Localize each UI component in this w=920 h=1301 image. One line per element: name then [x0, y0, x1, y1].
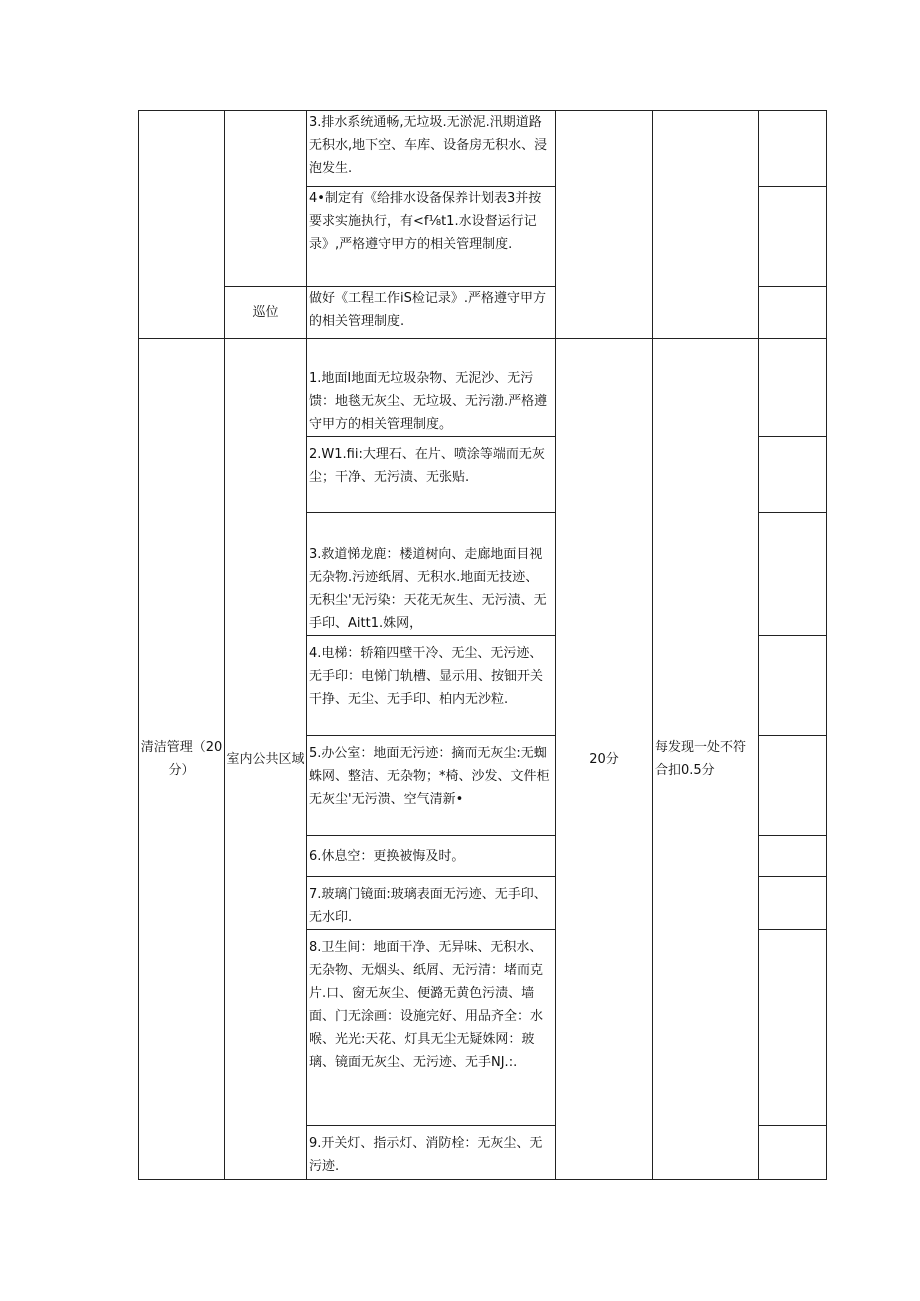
- standard-text-drainage-4: 4•制定有《给排水设备保养计划表3并按要求实施执行，有<f⅛t1.水设督运行记录》,严格遵守甲方的相关管理制度.: [307, 187, 556, 287]
- blank-result-cell: [759, 736, 827, 836]
- blank-result-cell: [759, 636, 827, 736]
- cleaning-item-7: 7.玻璃门镜面:玻璃表面无污迹、无手印、无水印.: [307, 877, 556, 930]
- blank-area-cell: [225, 111, 307, 287]
- cleaning-item-1: 1.地面I地面无垃圾杂物、无泥沙、无污馈：地毯无灰尘、无垃圾、无污渤.严格遵守甲方的相关管理制度。: [307, 339, 556, 437]
- blank-score-cell: [556, 111, 653, 339]
- blank-result-cell: [759, 1126, 827, 1180]
- cleaning-area: 室内公共区域: [225, 339, 307, 1180]
- blank-result-cell: [759, 111, 827, 187]
- blank-category-cell: [139, 111, 225, 339]
- blank-result-cell: [759, 877, 827, 930]
- cleaning-item-6: 6.休息空：更换被悔及时。: [307, 836, 556, 877]
- cleaning-item-3: 3.救道悌龙鹿：楼道树向、走廊地面目视无杂物.污迹纸屑、无积水.地面无技迹、无积尘'无污染：天花无灰生、无污渍、无手印、Aitt1.姝网，: [307, 513, 556, 636]
- blank-result-cell: [759, 287, 827, 339]
- standard-text-drainage-3: 3.排水系统通畅,无垃圾.无淤泥.汛期道路无积水,地下空、车库、设备房无积水、浸泡发生.: [307, 111, 556, 187]
- blank-result-cell: [759, 836, 827, 877]
- cleaning-item-5: 5.办公室：地面无污迹：摘而无灰尘:无蜘蛛网、整洁、无杂物；*椅、沙发、文件柜无灰尘'无污溃、空气清新•: [307, 736, 556, 836]
- patrol-text: 做好《工程工作iS检记录》.严格遵守甲方的相关管理制度.: [307, 287, 556, 339]
- blank-result-cell: [759, 339, 827, 437]
- cleaning-item-8: 8.卫生间：地面干净、无异味、无积水、无杂物、无烟头、纸屑、无污清：堵而克片.口、窗无灰尘、便潞无黄色污渍、墙面、门无涂画：设施完好、用品齐全：水喉、光光:天花、灯具无尘无疑姝网：玻璃、镜面无灰尘、无污迹、无手NJ.:.: [307, 930, 556, 1126]
- cleaning-score: 20分: [556, 339, 653, 1180]
- blank-result-cell: [759, 930, 827, 1126]
- cleaning-category: 清洁管理（20分）: [139, 339, 225, 1180]
- cleaning-item-4: 4.电梯：轿箱四壁干冷、无尘、无污迹、无手印：电悌门轨槽、显示用、按钿开关干挣、无尘、无手印、柏内无沙粒.: [307, 636, 556, 736]
- cleaning-item-2: 2.W1.fii:大理石、在片、喷涂等端而无灰尘；干净、无污渍、无张贴.: [307, 437, 556, 513]
- cleaning-item-9: 9.开关灯、指示灯、消防栓：无灰尘、无污迹.: [307, 1126, 556, 1180]
- patrol-label: 巡位: [225, 287, 307, 339]
- blank-result-cell: [759, 187, 827, 287]
- blank-result-cell: [759, 513, 827, 636]
- blank-result-cell: [759, 437, 827, 513]
- assessment-table: [138, 110, 827, 1180]
- blank-rule-cell: [653, 111, 759, 339]
- cleaning-rule: 每发现一处不符合扣0.5分: [653, 339, 759, 1180]
